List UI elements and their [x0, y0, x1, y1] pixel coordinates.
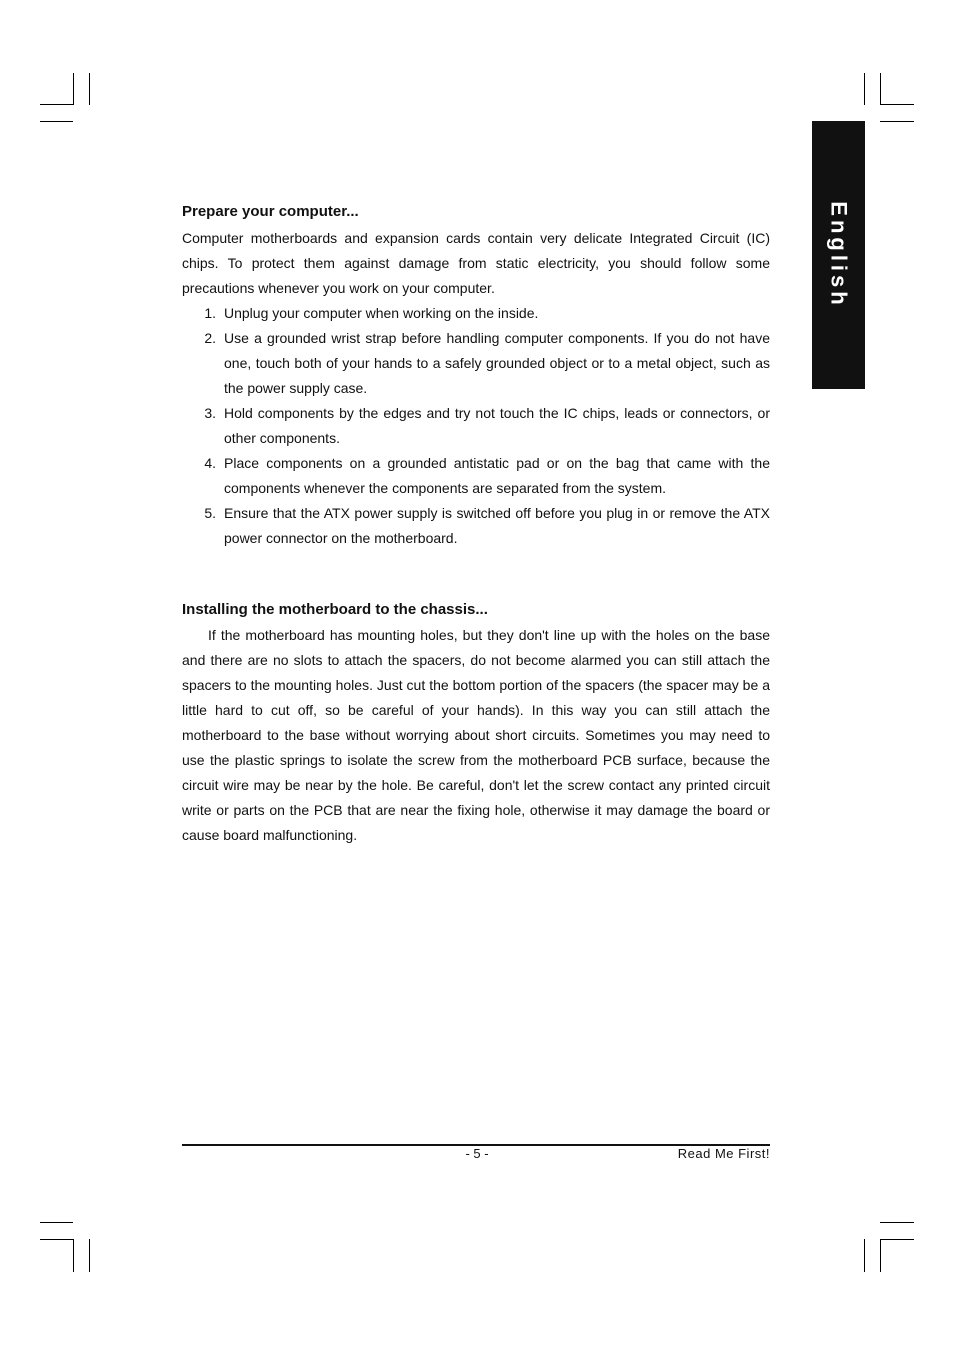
crop-mark	[880, 104, 914, 105]
crop-mark	[89, 1239, 90, 1272]
list-item-text: Place components on a grounded antistatic pad or on the bag that came with the components whenever the components are separated from the system.	[224, 455, 770, 496]
section-intro: Computer motherboards and expansion cards contain very delicate Integrated Circuit (IC) chips. To protect them against damage from static electricity, you should follow some precautions whenever you work on your computer.	[182, 230, 770, 296]
crop-mark	[40, 1239, 73, 1240]
list-item-text: Hold components by the edges and try not touch the IC chips, leads or connectors, or other components.	[224, 405, 770, 446]
list-item	[182, 401, 770, 451]
precaution-list	[182, 301, 770, 551]
crop-mark	[880, 1222, 914, 1223]
list-item-number: 4.	[204, 455, 216, 471]
crop-mark	[73, 73, 74, 105]
list-item	[182, 501, 770, 551]
list-item-number: 2.	[204, 330, 216, 346]
language-tab-label: English	[826, 201, 852, 309]
footer-doc-title: Read Me First!	[677, 1146, 770, 1161]
crop-mark	[73, 1239, 74, 1272]
crop-mark	[880, 73, 881, 105]
list-item-text: Unplug your computer when working on the inside.	[224, 305, 539, 321]
crop-mark	[40, 104, 73, 105]
list-item-text: Use a grounded wrist strap before handling computer components. If you do not have one, touch both of your hands to a safely grounded object or to a metal object, such as the power supply case.	[224, 330, 770, 396]
list-item	[182, 451, 770, 501]
language-tab	[812, 121, 865, 389]
section-heading-installing: Installing the motherboard to the chassis...	[182, 601, 488, 618]
list-item-text: Ensure that the ATX power supply is switched off before you plug in or remove the ATX power connector on the motherboard.	[224, 505, 770, 546]
section-body-installing: If the motherboard has mounting holes, but they don't line up with the holes on the base and there are no slots to attach the spacers, do not become alarmed you can still attach the spacers to the mounting holes. Just cut the bottom portion of the spacers (the spacer may be a little hard to cut off, so be careful of your hands). In this way you can still attach the motherboard to the base without worrying about short circuits. Sometimes you may need to use the plastic springs to isolate the screw from the motherboard PCB surface, because the circuit wire may be near by the hole. Be careful, don't let the screw contact any printed circuit write or parts on the PCB that are near the fixing hole, otherwise it may damage the board or cause board malfunctioning.	[182, 627, 770, 843]
list-item-number: 5.	[204, 505, 216, 521]
list-item-number: 3.	[204, 405, 216, 421]
crop-mark	[89, 73, 90, 105]
crop-mark	[40, 121, 73, 122]
page-number: - 5 -	[465, 1146, 489, 1161]
crop-mark	[880, 1239, 881, 1272]
page-content	[182, 200, 770, 843]
crop-mark	[864, 73, 865, 105]
list-item	[182, 301, 770, 326]
crop-mark	[40, 1222, 73, 1223]
crop-mark	[880, 121, 914, 122]
list-item-number: 1.	[204, 305, 216, 321]
crop-mark	[864, 1239, 865, 1272]
section-heading-prepare: Prepare your computer...	[182, 203, 359, 220]
crop-mark	[880, 1239, 914, 1240]
list-item	[182, 326, 770, 401]
